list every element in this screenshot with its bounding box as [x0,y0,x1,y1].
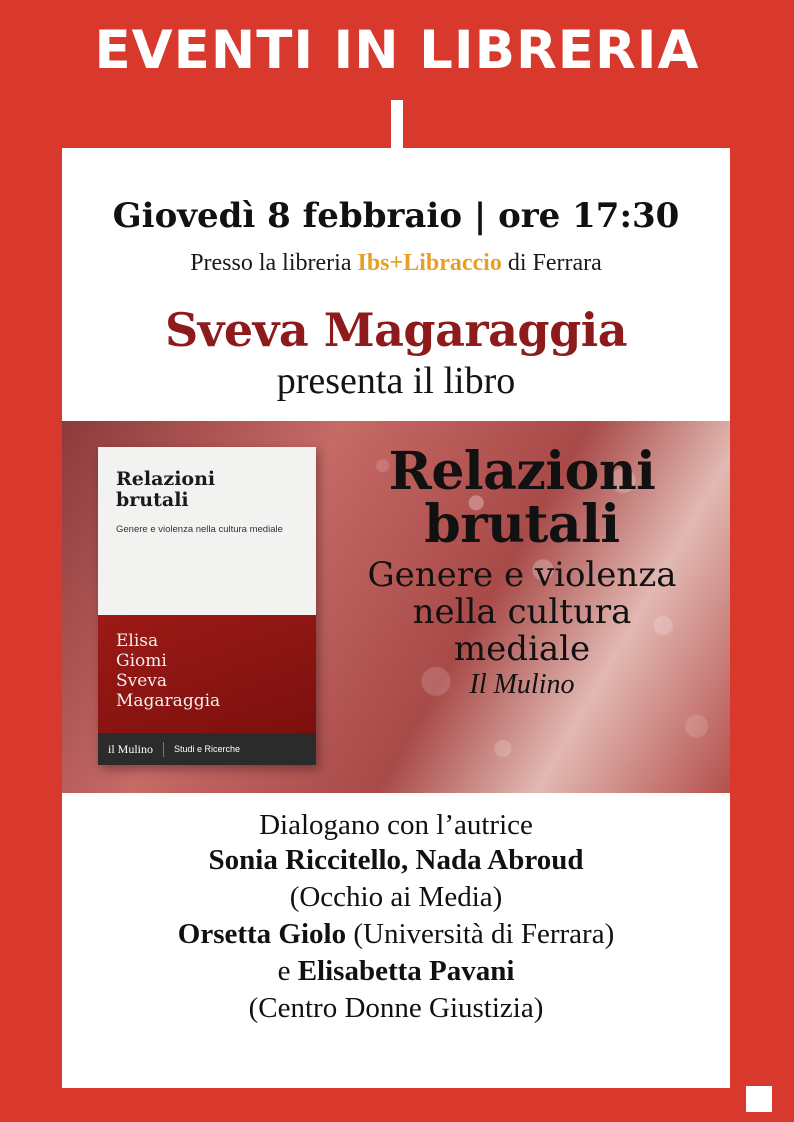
poster-card [62,148,730,1088]
book-cover-bottom [98,615,316,733]
event-venue [62,250,730,277]
venue-shop-name [357,250,501,276]
poster-banner-title: EVENTI IN LIBRERIA [94,20,700,81]
dialogue-affiliation-1: (Occhio ai Media) [289,881,503,914]
dialogue-conjunction: e [277,955,291,988]
venue-shop-libraccio: Libraccio [403,250,502,276]
dialogue-row-3 [62,953,730,990]
venue-shop-ibs: Ibs [357,250,390,276]
presenter-name: Sveva Magaraggia [164,303,628,357]
dialogue-speakers-1: Sonia Riccitello, Nada Abroud [208,844,584,876]
dialogue-affiliation-3: (Centro Donne Giustizia) [248,992,544,1025]
book-subtitle: Genere e violenza nella cultura mediale [367,555,677,669]
presenta-label: presenta il libro [276,360,516,402]
book-cover-authors: Elisa Giomi Sveva Magaraggia [116,631,221,712]
bottom-corner-mark [746,1086,772,1112]
dialogue-section [62,809,730,1028]
book-cover [98,447,316,765]
venue-shop-plus: + [389,250,404,276]
dialogue-speakers-2: Orsetta Giolo [177,918,347,951]
venue-suffix: di Ferrara [507,250,602,276]
dialogue-speakers-3: Elisabetta Pavani [297,955,515,988]
book-cover-footer [98,733,316,765]
book-cover-subtitle: Genere e violenza nella cultura mediale [116,523,283,535]
book-cover-title: Relazioni brutali [116,468,216,512]
event-date-time: ore 17:30 [498,196,680,236]
dialogue-intro: Dialogano con l’autrice [259,809,533,841]
dialogue-affiliation-2: (Università di Ferrara) [353,918,615,951]
event-date [62,196,730,236]
book-title: Relazioni brutali [388,441,656,556]
book-cover-top [98,447,316,615]
dialogue-row-2 [62,916,730,953]
book-details [324,441,720,701]
venue-prefix: Presso la libreria [190,250,352,276]
event-date-day: Giovedì 8 febbraio [112,196,463,236]
book-feature-band [62,421,730,793]
book-publisher: Il Mulino [469,669,575,701]
book-cover-publisher: il Mulino [108,742,164,757]
book-cover-series: Studi e Ricerche [174,744,241,754]
event-date-separator: | [473,196,487,236]
